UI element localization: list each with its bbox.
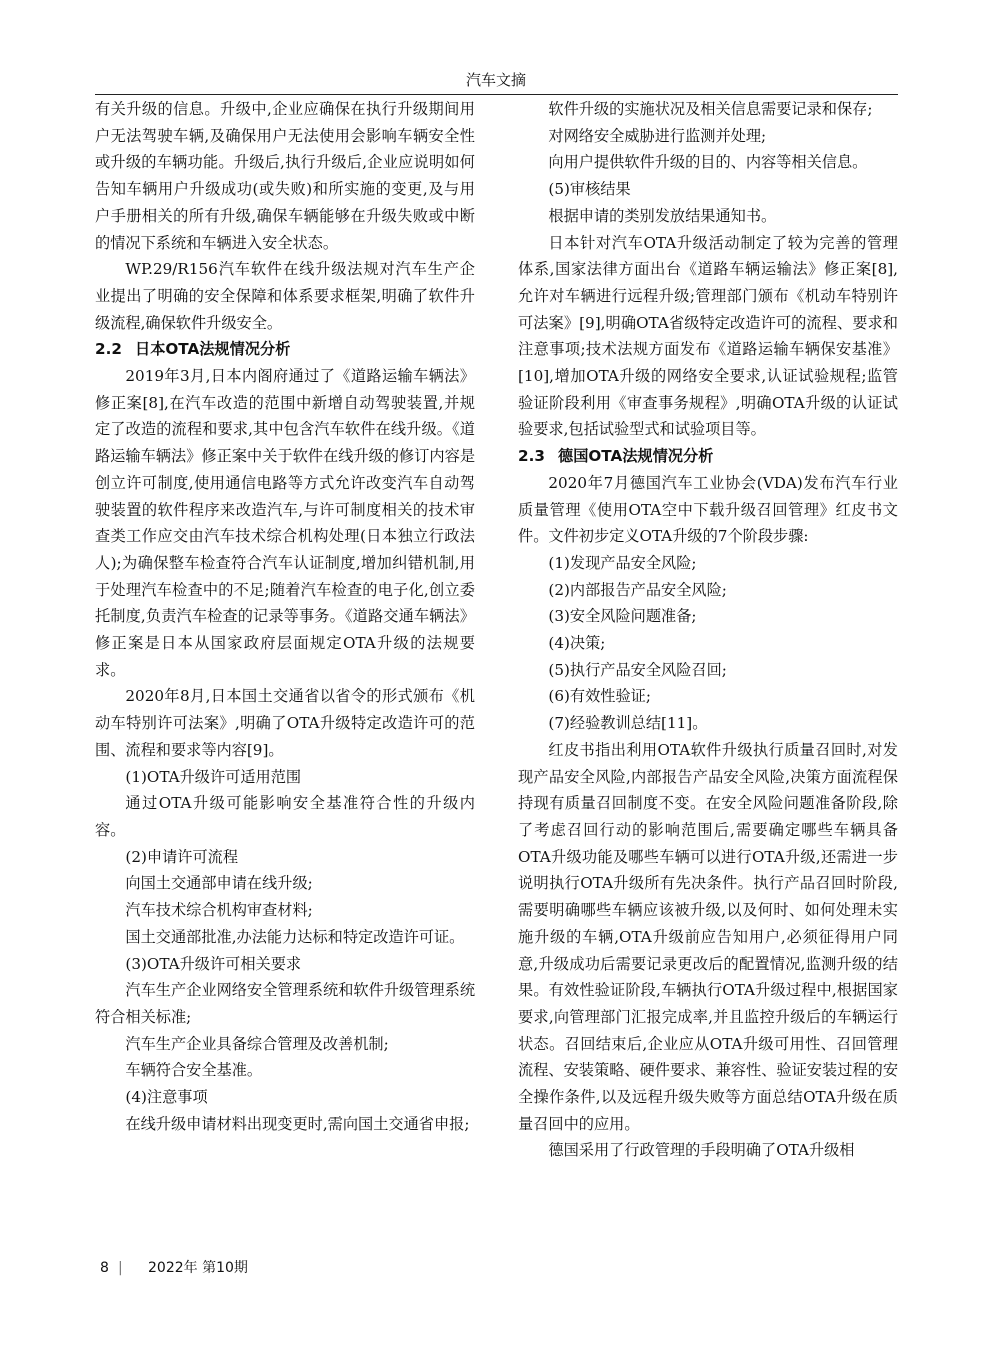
section-number: 2.2 (95, 340, 122, 359)
paragraph: 国土交通部批准,办法能力达标和特定改造许可证。 (125, 927, 465, 946)
list-item: (4)注意事项 (125, 1088, 208, 1107)
list-item: (2)申请许可流程 (125, 847, 239, 866)
paragraph: 有关升级的信息。升级中,企业应确保在执行升级期间用户无法驾驶车辆,及确保用户无法使用会影响车辆安全性或升级的车辆功能。升级后,执行升级后,企业应说明如何告知车辆用户升级成功(或失败)和所实施的变更,及与用户手册相关的所有升级,确保车辆能够在升级失败或中断的情况下系统和车辆进入安全状态。 (95, 100, 475, 252)
paragraph: 德国采用了行政管理的手段明确了OTA升级相 (548, 1141, 855, 1160)
list-item: (1)OTA升级许可适用范围 (125, 767, 302, 786)
paragraph: 向用户提供软件升级的目的、内容等相关信息。 (548, 153, 868, 172)
paragraph: 软件升级的实施状况及相关信息需要记录和保存; (548, 100, 873, 118)
list-item: (1)发现产品安全风险; (548, 553, 697, 572)
section-title: 德国OTA法规情况分析 (558, 447, 714, 466)
paragraph: 红皮书指出利用OTA软件升级执行质量召回时,对发现产品安全风险,内部报告产品安全风险,决策方面流程保持现有质量召回制度不变。在安全风险问题准备阶段,除了考虑召回行动的影响范围后,需要确定哪些车辆具备OTA升级功能及哪些车辆可以进行OTA升级,还需进一步说明执行OTA升级所有先决条件。执行产品召回时阶段,需要明确哪些车辆应该被升级,以及何时、如何处理未实施升级的车辆,OTA升级前应告知用户,必须征得用户同意,升级成功后需要记录更改后的配置情况,监测升级的结果。有效性验证阶段,车辆执行OTA升级过程中,根据国家要求,向管理部门汇报完成率,并且监控升级后的车辆运行状态。召回结束后,企业应从OTA升级可用性、召回管理流程、安装策略、硬件要求、兼容性、验证安装过程的安全操作条件,以及远程升级失败等方面总结OTA升级在质量召回中的应用。 (518, 740, 898, 1133)
page-number: 8 (100, 1260, 109, 1276)
paragraph: 2019年3月,日本内阁府通过了《道路运输车辆法》修正案[8],在汽车改造的范围中新增自动驾驶装置,并规定了改造的流程和要求,其中包含汽车软件在线升级。《道路运输车辆法》修正案中关于软件在线升级的修订内容是创立许可制度,使用通信电路等方式允许改变汽车自动驾驶装置的软件程序来改造汽车,与许可制度相关的技术审查类工作应交由汽车技术综合机构处理(日本独立行政法人);为确保整车检查符合汽车认证制度,增加纠错机制,用于处理汽车检查中的不足;随着汽车检查的电子化,创立委托制度,负责汽车检查的记录等事务。《道路交通车辆法》修正案是日本从国家政府层面规定OTA升级的法规要求。 (95, 367, 475, 679)
list-item: (7)经验教训总结[11]。 (548, 714, 708, 733)
paragraph: 向国土交通部申请在线升级; (125, 874, 313, 893)
paragraph: 汽车技术综合机构审查材料; (125, 901, 313, 920)
left-column (95, 96, 475, 1137)
page-footer (100, 1258, 248, 1278)
paragraph: 2020年7月德国汽车工业协会(VDA)发布汽车行业质量管理《使用OTA空中下载升级召回管理》红皮书文件。文件初步定义OTA升级的7个阶段步骤: (518, 473, 898, 546)
list-item: (2)内部报告产品安全风险; (548, 580, 727, 599)
list-item: (3)安全风险问题准备; (548, 607, 697, 626)
list-item: (5)审核结果 (548, 180, 631, 199)
right-column (518, 96, 898, 1164)
paragraph: 对网络安全威胁进行监测并处理; (548, 126, 767, 145)
footer-separator: | (118, 1260, 123, 1276)
section-number: 2.3 (518, 447, 545, 466)
paragraph: 汽车生产企业网络安全管理系统和软件升级管理系统符合相关标准; (95, 981, 475, 1026)
paragraph: 根据申请的类别发放结果通知书。 (548, 206, 777, 225)
paragraph: WP.29/R156汽车软件在线升级法规对汽车生产企业提出了明确的安全保障和体系要求框架,明确了软件升级流程,确保软件升级安全。 (95, 260, 475, 332)
header-rule (95, 94, 898, 95)
section-heading (518, 443, 898, 470)
journal-title: 汽车文摘 (465, 71, 526, 89)
paragraph: 日本针对汽车OTA升级活动制定了较为完善的管理体系,国家法律方面出台《道路车辆运输法》修正案[8],允许对车辆进行远程升级;管理部门颁布《机动车特别许可法案》[9],明确OTA省级特定改造许可的流程、要求和注意事项;技术法规方面发布《道路运输车辆保安基准》[10],增加OTA升级的网络安全要求,认证试验规程;监管验证阶段利用《审查事务规程》,明确OTA升级的认证试验要求,包括试验型式和试验项目等。 (518, 233, 898, 439)
issue-label: 2022年 第10期 (148, 1260, 248, 1276)
section-title: 日本OTA法规情况分析 (135, 340, 291, 359)
paragraph: 车辆符合安全基准。 (125, 1061, 263, 1080)
paragraph: 2020年8月,日本国土交通省以省令的形式颁布《机动车特别许可法案》,明确了OTA升级特定改造许可的范围、流程和要求等内容[9]。 (95, 687, 475, 759)
list-item: (5)执行产品安全风险召回; (548, 660, 727, 679)
list-item: (4)决策; (548, 634, 606, 653)
list-item: (3)OTA升级许可相关要求 (125, 954, 302, 973)
paragraph: 在线升级申请材料出现变更时,需向国土交通省申报; (125, 1114, 470, 1133)
list-item: (6)有效性验证; (548, 687, 651, 706)
paragraph: 汽车生产企业具备综合管理及改善机制; (125, 1034, 389, 1053)
section-heading (95, 336, 475, 363)
paragraph: 通过OTA升级可能影响安全基准符合性的升级内容。 (95, 794, 475, 839)
